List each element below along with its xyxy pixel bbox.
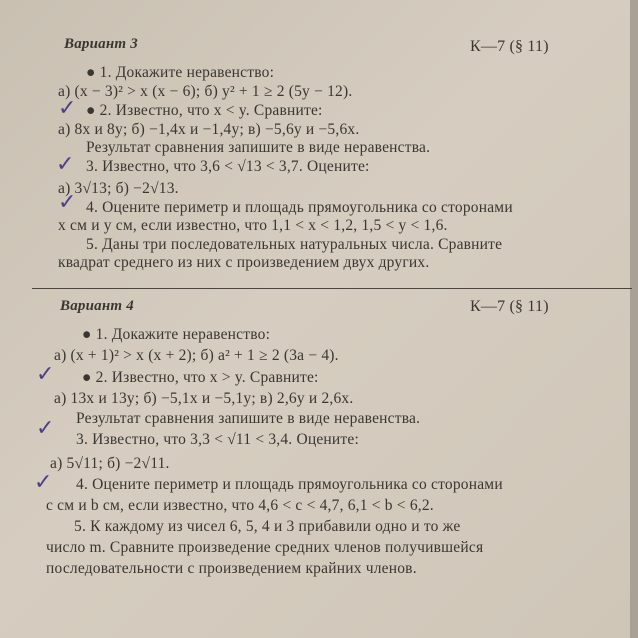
variant-4-code: К—7 (§ 11) bbox=[470, 298, 549, 315]
v4-line: а) (x + 1)² > x (x + 2); б) a² + 1 ≥ 2 (3a − 4). bbox=[54, 347, 339, 364]
section-divider bbox=[32, 288, 632, 289]
v3-line: 5. Даны три последовательных натуральных числа. Сравните bbox=[86, 236, 503, 253]
v4-line: ● 2. Известно, что x > y. Сравните: bbox=[82, 369, 319, 386]
v4-line: последовательности с произведением крайних членов. bbox=[46, 560, 417, 577]
v3-line: 4. Оцените периметр и площадь прямоугольника со сторонами bbox=[86, 199, 513, 216]
v4-line: а) 13x и 13y; б) −5,1x и −5,1y; в) 2,6y и 2,6x. bbox=[54, 390, 354, 407]
v3-line: а) 8x и 8y; б) −1,4x и −1,4y; в) −5,6y и −5,6x. bbox=[58, 121, 360, 138]
v4-line: а) 5√11; б) −2√11. bbox=[50, 455, 170, 472]
variant-3-code: К—7 (§ 11) bbox=[470, 38, 549, 55]
check-mark-icon: ✓ bbox=[36, 416, 55, 441]
page-edge bbox=[630, 0, 638, 638]
v3-line: квадрат среднего из них с произведением двух других. bbox=[58, 254, 430, 271]
v3-line: ● 2. Известно, что x < y. Сравните: bbox=[86, 102, 323, 119]
check-mark-icon: ✓ bbox=[34, 470, 53, 495]
v4-line: 5. К каждому из чисел 6, 5, 4 и 3 прибавили одно и то же bbox=[74, 518, 461, 535]
v4-line: 3. Известно, что 3,3 < √11 < 3,4. Оцените: bbox=[76, 431, 359, 448]
v4-line: 4. Оцените периметр и площадь прямоугольника со сторонами bbox=[76, 476, 503, 493]
v4-line: число m. Сравните произведение средних членов получившейся bbox=[46, 539, 484, 556]
v4-line: c см и b см, если известно, что 4,6 < c < 4,7, 6,1 < b < 6,2. bbox=[46, 497, 434, 514]
variant-4-title: Вариант 4 bbox=[60, 298, 134, 314]
check-mark-icon: ✓ bbox=[56, 152, 75, 177]
v3-line: ● 1. Докажите неравенство: bbox=[86, 64, 275, 81]
v3-line: x см и y см, если известно, что 1,1 < x < 1,2, 1,5 < y < 1,6. bbox=[58, 217, 448, 234]
v3-line: а) 3√13; б) −2√13. bbox=[58, 180, 179, 197]
check-mark-icon: ✓ bbox=[58, 190, 77, 215]
v3-line: 3. Известно, что 3,6 < √13 < 3,7. Оцените: bbox=[86, 158, 370, 175]
variant-3-title: Вариант 3 bbox=[64, 36, 138, 52]
v3-line: а) (x − 3)² > x (x − 6); б) y² + 1 ≥ 2 (5y − 12). bbox=[58, 83, 353, 100]
v4-line: Результат сравнения запишите в виде неравенства. bbox=[76, 410, 421, 427]
v4-line: ● 1. Докажите неравенство: bbox=[82, 326, 271, 343]
check-mark-icon: ✓ bbox=[36, 362, 55, 387]
v3-line: Результат сравнения запишите в виде неравенства. bbox=[86, 139, 431, 156]
check-mark-icon: ✓ bbox=[58, 96, 77, 121]
